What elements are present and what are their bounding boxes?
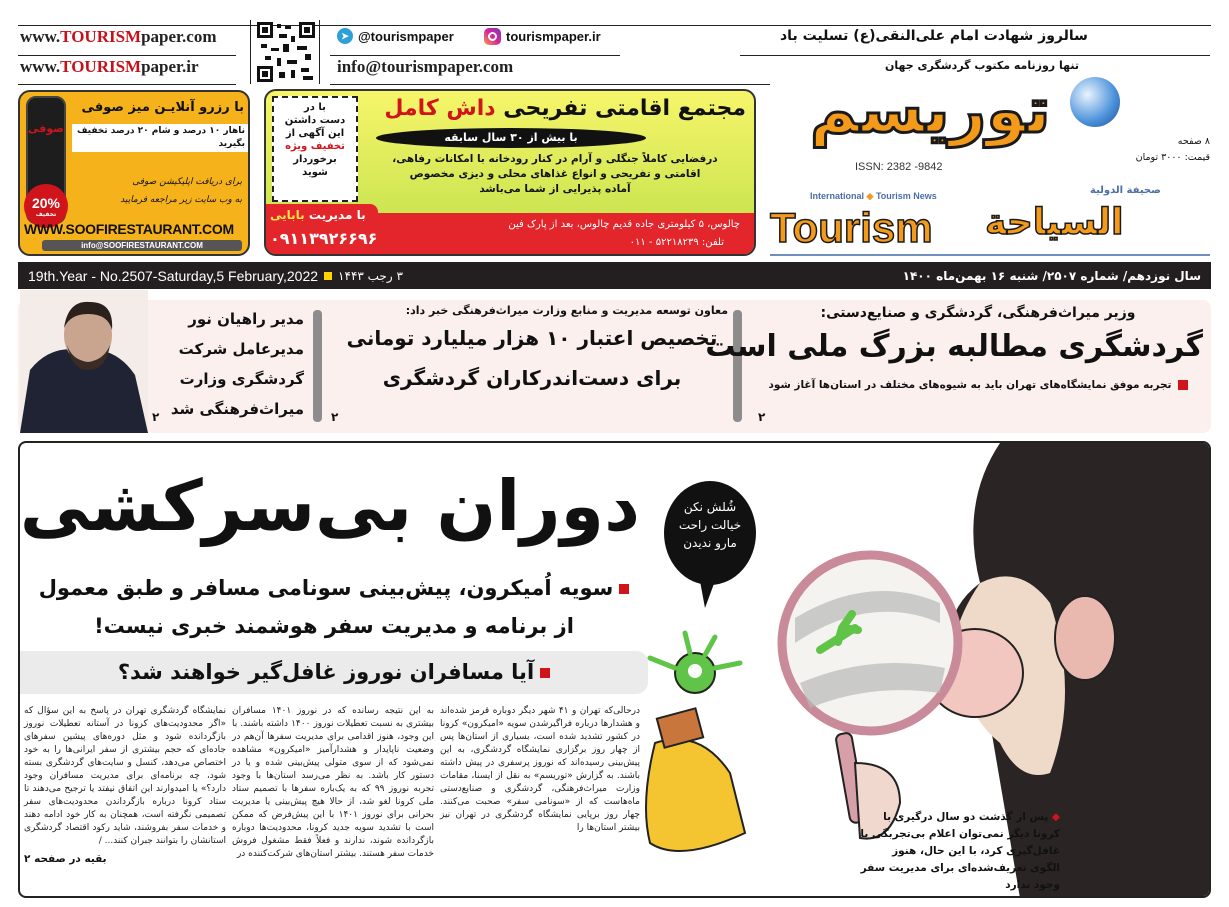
dateline-en: 19th.Year - No.2507-Saturday,5 February,2022 [28, 267, 319, 284]
lead-question: آیا مسافران نوروز غافل‌گیر خواهند شد؟ [20, 651, 648, 694]
rule [770, 254, 1210, 256]
page-count: ۸ صفحه [1177, 136, 1210, 147]
discount-badge: 20% تخفیف [24, 184, 68, 228]
rule [330, 55, 620, 56]
coupon-box: با در دست داشتن این آگهی از تخفیف ویژه برخوردار شوید [272, 96, 358, 202]
square-bullet-icon [540, 668, 550, 678]
soofi-ad[interactable] [18, 90, 250, 256]
instagram-icon [484, 28, 501, 45]
occasion-note: سالروز شهادت امام علی‌النقی(ع) تسلیت باد [780, 28, 1088, 44]
divider [313, 310, 322, 422]
website-com-link[interactable]: www.TOURISMpaper.com [20, 27, 217, 46]
website-ir-link[interactable]: www.TOURISMpaper.ir [20, 57, 199, 76]
lead-headline: دوران بی‌سرکشی [19, 465, 640, 547]
logo-en: Tourism [770, 204, 933, 251]
dateline-bar [18, 262, 1211, 289]
square-bullet-icon [1178, 380, 1188, 390]
dateline-hijri: ۳ رجب ۱۴۴۳ [338, 268, 403, 283]
page-ref: ۲ [758, 410, 766, 424]
globe-icon [1070, 77, 1120, 127]
rule [740, 55, 1210, 56]
dateline-fa: سال نوزدهم/ شماره ۲۵۰۷/ شنبه ۱۶ بهمن‌ماه ۱۴۰۰ [902, 268, 1201, 283]
story-1[interactable]: وزیر میراث‌فرهنگی، گردشگری و صنایع‌دستی: گردشگری مطالبه بزرگ ملی است تجربه موفق نمایشگاه‌های تهران باید به شیوه‌های مختلف در استان‌ها آغاز شود [705, 305, 1203, 391]
story-3[interactable]: مدیر راهیان نور مدیرعامل شرکت گردشگری وزارت میراث‌فرهنگی شد [170, 310, 304, 418]
soofi-app-line: به وب سایت زیر مراجعه فرمایید [120, 195, 242, 205]
instagram-link[interactable]: tourismpaper.ir [484, 28, 601, 45]
lead-deck: سویه اُمیکرون، پیش‌بینی سونامی مسافر و طبق معمول از برنامه و مدیریت سفر هوشمند خبری نیست! [20, 569, 648, 645]
dash-pill: با بیش از ۳۰ سال سابقه [376, 128, 646, 148]
cartoon-caption: ◆ پس از گذشت دو سال درگیری با کرونا دیگر نمی‌توان اعلام بی‌تجربگی یا غافل‌گیری کرد، با این حال، هنوز الگوی تعریف‌شده‌ای برای مدیریت سفر وجود ندارد [860, 811, 1060, 891]
soofi-discount: ناهار ۱۰ درصد و شام ۲۰ درصد تخفیف بگیرید [72, 124, 248, 152]
dash-phone[interactable]: تلفن: ۵۲۲۱۸۲۳۹ - ۰۱۱ [629, 237, 724, 248]
price: قیمت: ۳۰۰۰ تومان [1135, 152, 1210, 163]
soofi-email[interactable]: info@SOOFIRESTAURANT.COM [42, 240, 242, 251]
rule [18, 25, 1211, 26]
page-ref: ۲ [331, 410, 339, 424]
rule [330, 84, 770, 85]
tagline: تنها روزنامه مکتوب گردشگری جهان [885, 59, 1079, 72]
arrow-left-icon: ◆ [1051, 811, 1060, 823]
dash-address: چالوس، ۵ کیلومتری جاده قدیم چالوس، بعد از پارک فین [508, 219, 740, 230]
body-column: درحالی‌که تهران و ۴۱ شهر دیگر دوباره قرمز شده‌اند و هشدارها درباره فراگیرشدن سویه «امیکرون» کرونا در کشور تشدید شده است، بسیاری از استان‌ها پس از چهار روز برگزاری نمایشگاه گردشگری، به این پیش‌بینی رسیده‌اند که نوروز پرسفری در پیش داشته باشند. به گزارش «توریسم» به نقل از ایسنا، مقامات وزارت میراث‌فرهنگی، گردشگری و صنایع‌دستی ماه‌هاست که از «سونامی سفر» صحبت می‌کنند. چهار روز برپایی نمایشگاه گردشگری در تهران نیز بیشتر استان‌ها را [440, 706, 640, 833]
logo-ar-sub: صحيفة الدولية [1090, 185, 1161, 196]
email-link[interactable]: info@tourismpaper.com [337, 57, 514, 76]
dash-mobile[interactable]: ۰۹۱۱۳۹۲۶۶۹۶ [270, 229, 378, 248]
lead-story [18, 441, 1211, 898]
continued-ref[interactable]: بقیه در صفحه ۲ [24, 853, 107, 865]
telegram-link[interactable]: ➤ @tourismpaper [337, 28, 454, 44]
telegram-icon: ➤ [337, 28, 353, 44]
dash-manager: با مدیریت بابایی [270, 208, 366, 222]
logo-en-sub: Tourism News [875, 191, 937, 201]
dash-kamel-ad[interactable] [264, 89, 756, 256]
soofi-title: با رزرو آنلایـن میز صوفی [81, 100, 244, 115]
dash-title: مجتمع اقامتی تفریحی داش کامل [384, 96, 746, 121]
soofi-brand: صوفی [28, 122, 64, 135]
square-bullet-icon [619, 584, 629, 594]
story-2[interactable]: معاون توسعه مدیریت و منابع وزارت میراث‌فرهنگی خبر داد: تخصیص اعتبار ۱۰ هزار میلیارد تومانی برای دست‌اندرکاران گردشگری [346, 304, 728, 390]
square-bullet-icon [324, 272, 332, 280]
portrait-photo [20, 290, 148, 433]
soofi-app-line: برای دریافت اپلیکیشن صوفی [132, 177, 242, 187]
soofi-url[interactable]: WWW.SOOFIRESTAURANT.COM [24, 221, 234, 237]
secondary-stories [18, 300, 1211, 433]
body-column: نمایشگاه گردشگری تهران در پاسخ به این سؤال که «اگر محدودیت‌های کرونا در آستانه تعطیلات نوروز بازگردانده شود و مثل دوره‌های پیشین سفرهای جاده‌ای که حجم بیشتری از سفر ایرانی‌ها را به خود اختصاص می‌دهد، کنسل و سایت‌های گردشگری بسته شود، چه برنامه‌ای برای مدیریت مسافران وجود دارد؟» یا امیدوارند این اتفاق نیفتد یا ترجیح می‌دهند تا ستاد کرونا درباره بازگرداندن محدودیت‌های سفر تصمیمی نگرفته است، همچنان به کار خود ادامه دهند و خدمات سفر بفروشند، شاید رکود اقتصاد گردشگری استانشان را بتوانند جبران کنند... / [24, 706, 226, 846]
rule [18, 84, 236, 85]
dash-body: درفضایی کاملاً جنگلی و آرام در کنار رودخانه با امکانات رفاهی، اقامتی و تفریحی و انواع غذاهای محلی و دیزی مخصوص آماده پذیرایی از شما می‌باشد [392, 153, 718, 195]
page-ref: ۲ [152, 410, 160, 424]
issn: ISSN: 2382 -9842 [855, 161, 943, 173]
speech-bubble: شُلش نکن خیالت راحت مارو ندیدن [678, 500, 742, 550]
logo-ar: السياحة [985, 202, 1124, 243]
rule [18, 55, 236, 56]
body-column: به این نتیجه رسانده که در نوروز ۱۴۰۱ مسافران بیشتری به نسبت تعطیلات نوروز ۱۴۰۰ داشته باشند. با این وجود، هنوز اقدامی برای مدیریت سفرها آن‌هم در وضعیت ناپایدار و هشدارآمیز «امیکرون» مشاهده نمی‌شود که از سوی متولی پیش‌بینی شده و یا در دستور کار باشد. به نظر می‌رسد استان‌ها با وجود تجربه نوروز ۹۹ که به یک‌باره سفرها با تصمیم ستاد ملی کرونا لغو شد، از حالا هیچ پیش‌بینی یا مدیریت بحرانی برای نوروز ۱۴۰۱ با این پیش‌فرض که ممکن است با تشدید سویه جدید کرونا، محدودیت‌ها دوباره بازگردانده شوند، ندارند و فعلاً فقط مشغول فروش خدمات سفر هستند. بیشتر استان‌های شرکت‌کننده در [232, 706, 434, 859]
qr-code[interactable] [250, 20, 320, 84]
masthead: تنها روزنامه مکتوب گردشگری جهان توریسم ISSN: 2382 -9842 ۸ صفحه قیمت: ۳۰۰۰ تومان International ◆ Tourism News Tourism صحيفة الدولية السياحة [770, 57, 1210, 257]
logo-fa: توریسم [810, 74, 1051, 148]
logo-en-sub: International [810, 191, 865, 201]
